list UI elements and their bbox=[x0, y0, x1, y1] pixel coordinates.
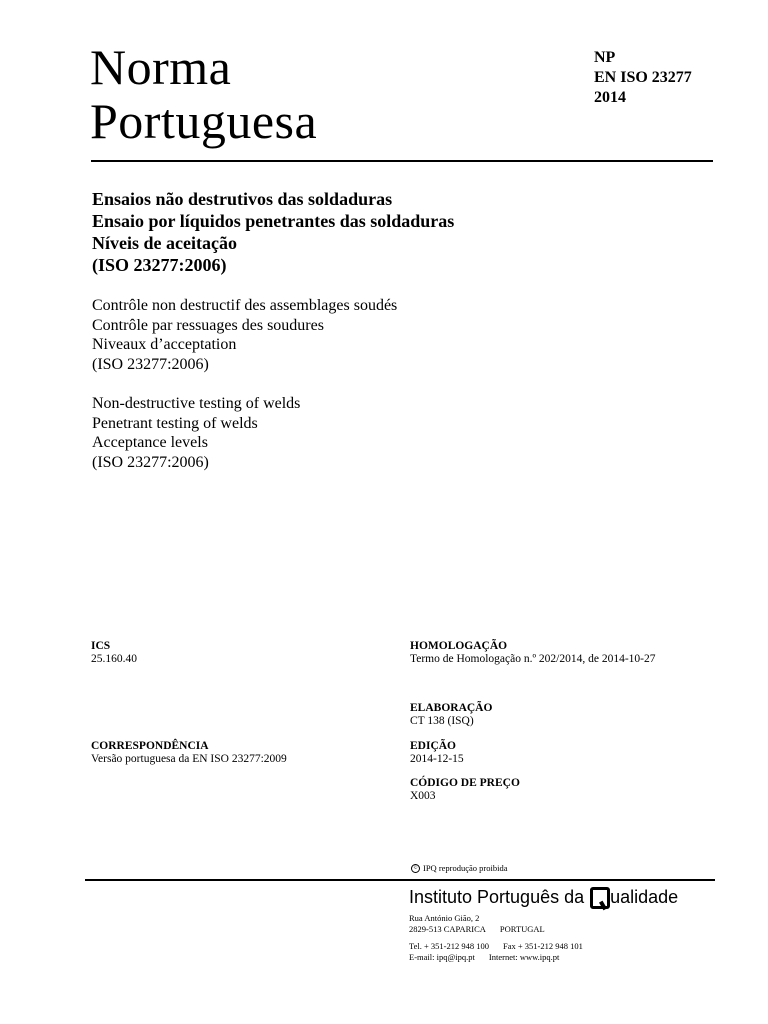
address-fax: Fax + 351-212 948 101 bbox=[502, 941, 583, 951]
edicao-label: EDIÇÃO bbox=[410, 740, 457, 752]
address-country: PORTUGAL bbox=[499, 923, 545, 934]
brand-line-1: Norma bbox=[90, 39, 232, 95]
homologacao-value: Termo de Homologação n.º 202/2014, de 2014-10-27 bbox=[410, 653, 656, 665]
address-email: E-mail: ipq@ipq.pt bbox=[409, 951, 475, 962]
institute-address bbox=[409, 913, 583, 962]
elaboracao-label: ELABORAÇÃO bbox=[410, 702, 493, 714]
title-portuguese bbox=[92, 188, 454, 276]
brand-line-2: Portuguesa bbox=[90, 93, 318, 149]
institute-name-end: ualidade bbox=[610, 886, 679, 907]
title-pt-line-1: Ensaios não destrutivos das soldaduras bbox=[92, 189, 393, 209]
address-city: 2829-513 CAPARICA bbox=[409, 923, 486, 934]
elaboracao-value: CT 138 (ISQ) bbox=[410, 715, 474, 727]
top-divider bbox=[91, 160, 713, 162]
homologacao-block bbox=[410, 640, 656, 666]
title-fr-line-1: Contrôle non destructif des assemblages soudés bbox=[92, 297, 398, 314]
brand-title bbox=[90, 40, 317, 148]
copyright-notice bbox=[411, 863, 508, 873]
title-fr-line-3: Niveaux d’acceptation bbox=[92, 336, 237, 353]
code-line-1: NP bbox=[594, 49, 616, 66]
title-en-line-3: Acceptance levels bbox=[92, 434, 208, 451]
codigo-preco-block bbox=[410, 777, 520, 803]
homologacao-label: HOMOLOGAÇÃO bbox=[410, 640, 508, 652]
title-en-line-1: Non-destructive testing of welds bbox=[92, 395, 301, 412]
title-fr-line-4: (ISO 23277:2006) bbox=[92, 355, 209, 373]
correspondencia-block bbox=[91, 740, 287, 766]
address-street: Rua António Gião, 2 bbox=[409, 913, 480, 923]
title-french bbox=[92, 296, 397, 374]
title-fr-line-2: Contrôle par ressuages des soudures bbox=[92, 316, 324, 334]
standard-code bbox=[594, 48, 692, 108]
code-line-2: EN ISO 23277 bbox=[594, 69, 692, 86]
title-pt-line-3: Níveis de aceitação bbox=[92, 233, 237, 253]
title-pt-line-4: (ISO 23277:2006) bbox=[92, 255, 227, 275]
q-logo-icon bbox=[590, 886, 610, 908]
institute-name-start: Instituto Português da bbox=[409, 886, 585, 907]
ics-value: 25.160.40 bbox=[91, 653, 137, 665]
ics-label: ICS bbox=[91, 640, 111, 652]
edicao-value: 2014-12-15 bbox=[410, 753, 464, 765]
title-en-line-2: Penetrant testing of welds bbox=[92, 414, 258, 432]
address-web-line bbox=[409, 952, 583, 963]
bottom-divider bbox=[85, 879, 715, 881]
codigo-preco-value: X003 bbox=[410, 790, 436, 802]
title-english bbox=[92, 394, 300, 472]
correspondencia-value: Versão portuguesa da EN ISO 23277:2009 bbox=[91, 753, 287, 765]
address-internet: Internet: www.ipq.pt bbox=[488, 951, 560, 962]
copyright-text: IPQ reprodução proibida bbox=[423, 863, 508, 873]
codigo-preco-label: CÓDIGO DE PREÇO bbox=[410, 777, 520, 789]
ics-block bbox=[91, 640, 137, 666]
copyright-icon: © bbox=[411, 864, 420, 873]
correspondencia-label: CORRESPONDÊNCIA bbox=[91, 740, 209, 752]
address-tel: Tel. + 351-212 948 100 bbox=[409, 941, 489, 951]
institute-name bbox=[409, 886, 678, 908]
title-pt-line-2: Ensaio por líquidos penetrantes das soldaduras bbox=[92, 211, 455, 231]
address-city-line bbox=[409, 924, 583, 935]
edicao-block bbox=[410, 740, 464, 766]
code-line-3: 2014 bbox=[594, 89, 626, 106]
address-phone-line bbox=[409, 941, 583, 952]
elaboracao-block bbox=[410, 702, 492, 728]
title-en-line-4: (ISO 23277:2006) bbox=[92, 453, 209, 471]
